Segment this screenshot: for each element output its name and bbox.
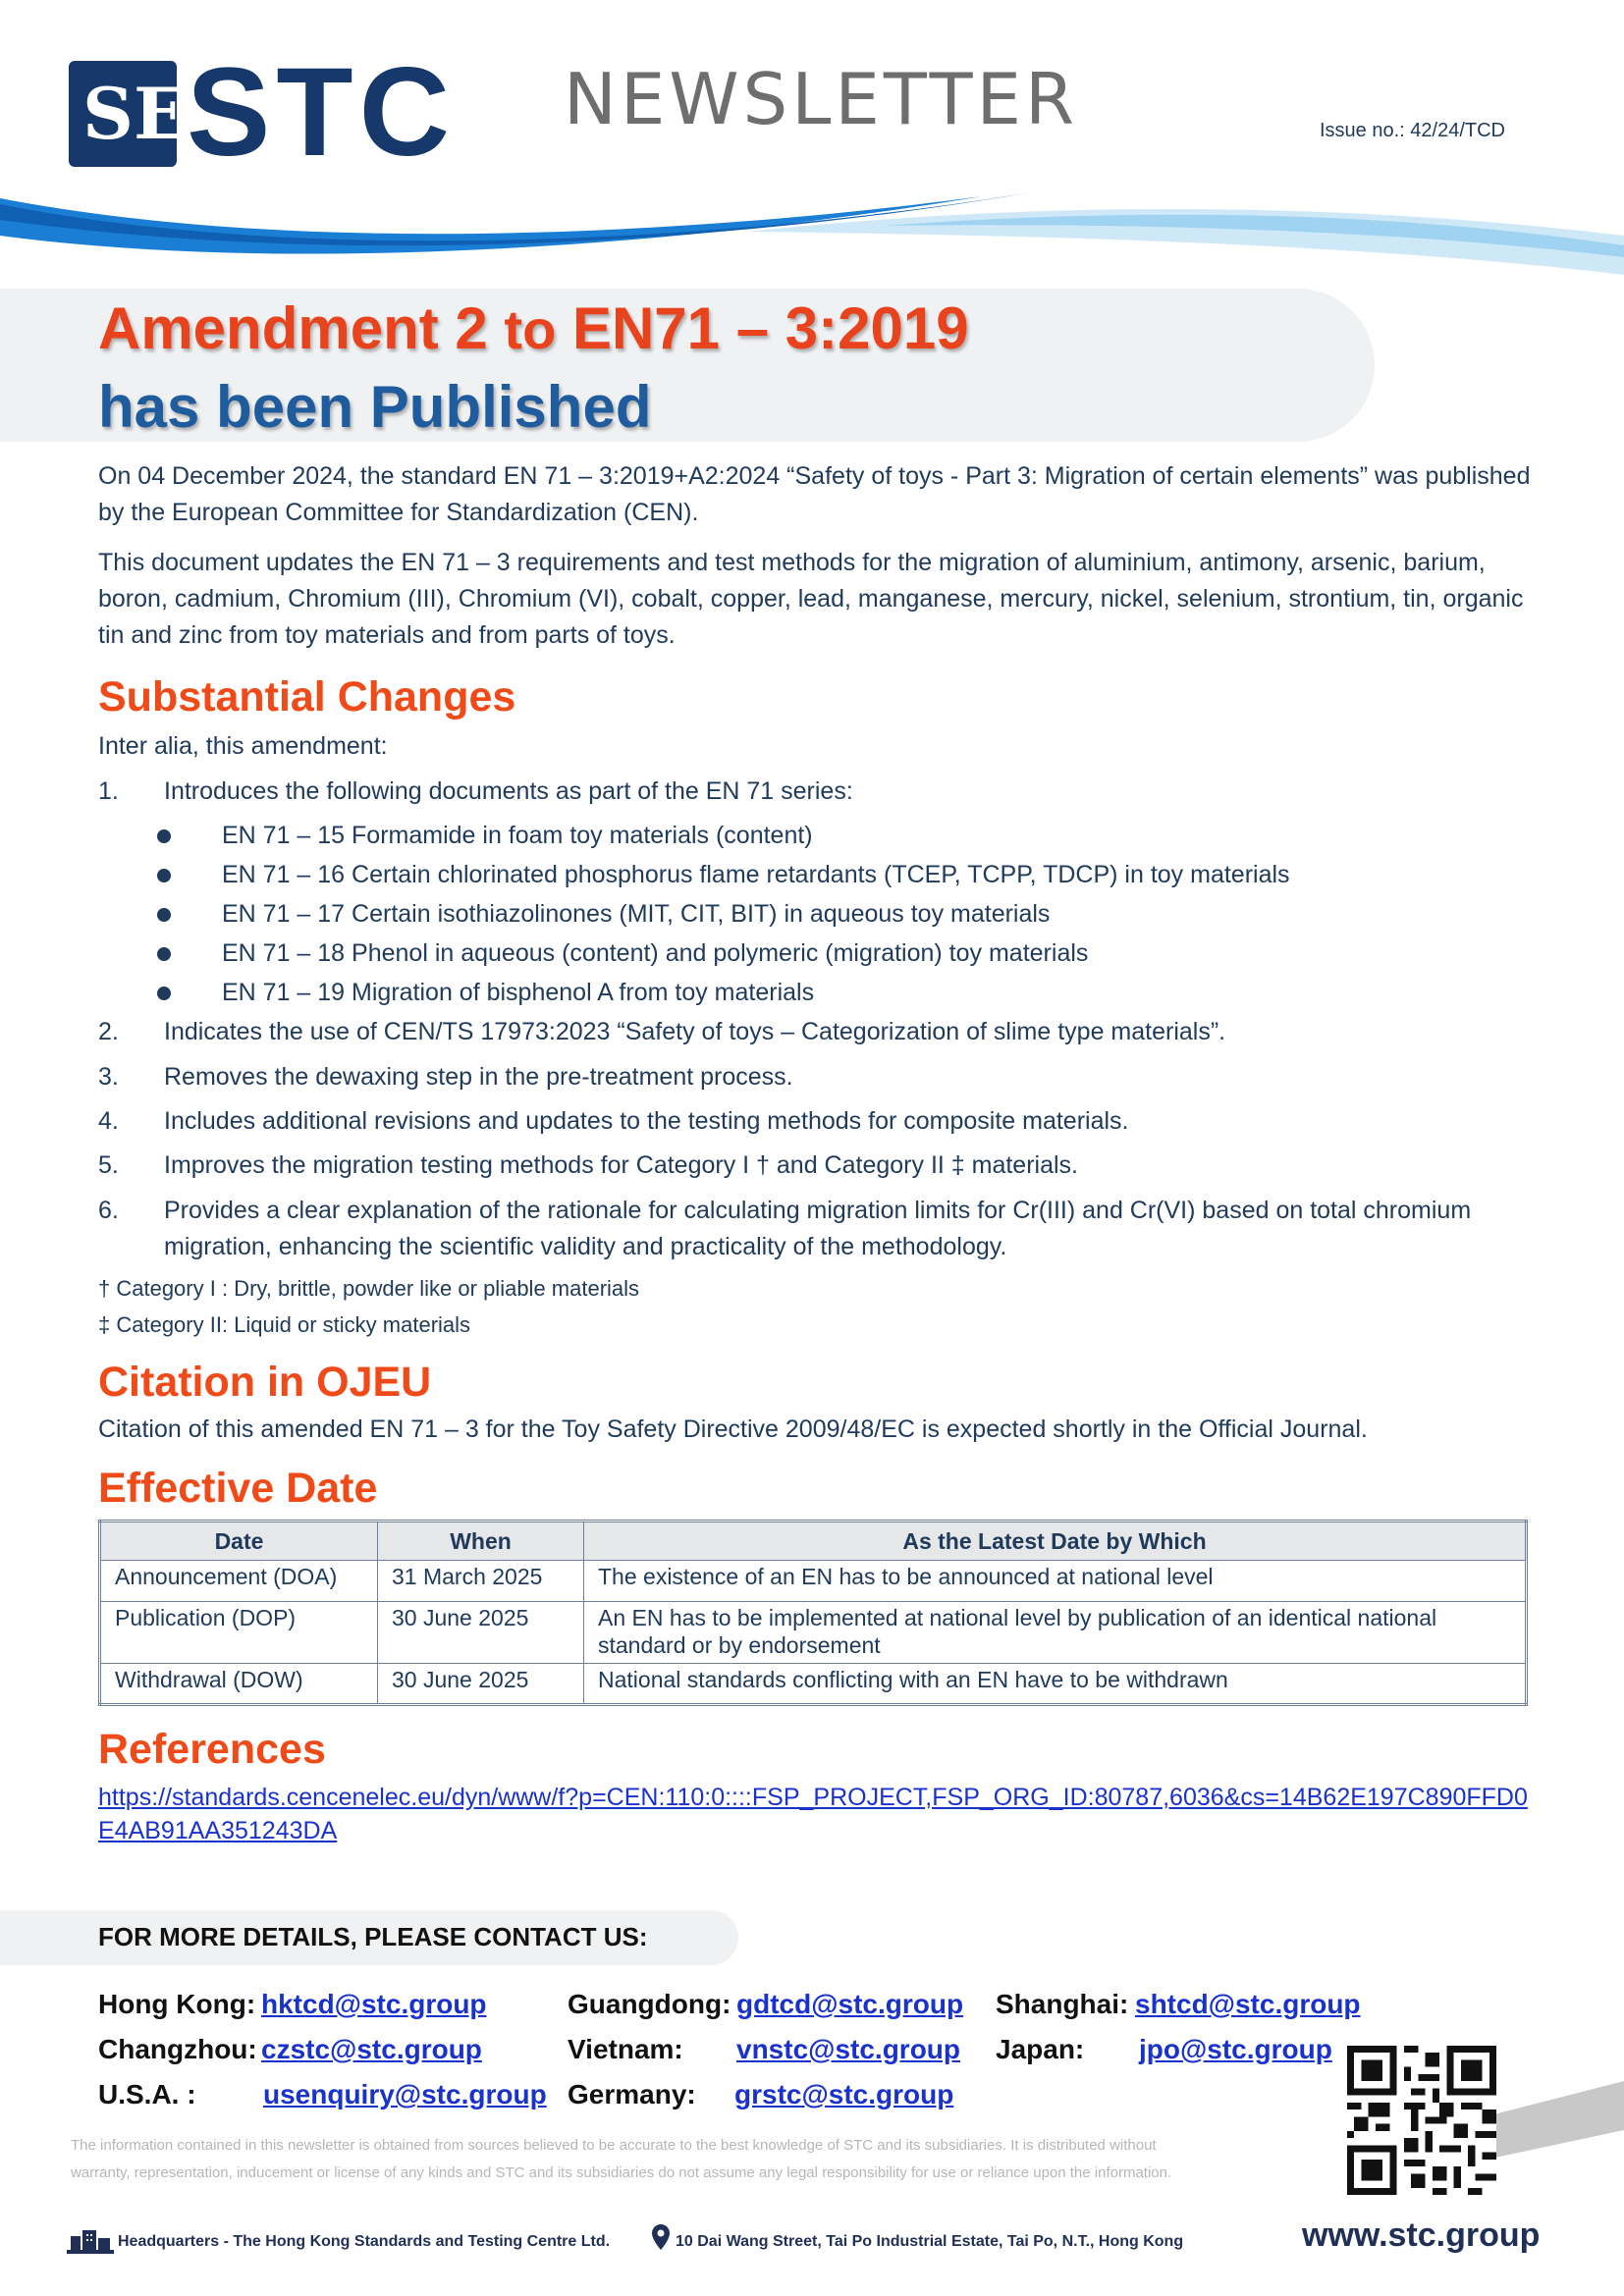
contact-label-germany: Germany: <box>568 2079 696 2109</box>
location-pin-icon <box>652 2224 670 2250</box>
title-part-a: Amendment 2 <box>98 295 488 361</box>
qr-code-icon[interactable] <box>1347 2046 1496 2195</box>
contact-email-japan[interactable]: jpo@stc.group <box>1139 2034 1332 2064</box>
bullet-text: EN 71 – 18 Phenol in aqueous (content) and polymeric (migration) toy materials <box>222 939 1089 967</box>
effective-date-table <box>98 1520 1528 1706</box>
bullet-dot-icon <box>157 947 171 961</box>
table-cell: Announcement (DOA) <box>100 1561 378 1602</box>
list-number: 3. <box>98 1063 119 1091</box>
list-item <box>98 1103 1542 1140</box>
logo-glyph: SE <box>82 72 188 155</box>
table-cell: Publication (DOP) <box>100 1602 378 1664</box>
effective-date-heading: Effective Date <box>98 1465 378 1512</box>
table-row <box>100 1664 1527 1705</box>
contact-email-shanghai[interactable]: shtcd@stc.group <box>1135 1989 1361 2019</box>
bullet-dot-icon <box>157 987 171 1000</box>
intro-paragraph-1: On 04 December 2024, the standard EN 71 – 3:2019+A2:2024 “Safety of toys - Part 3: Migration of certain elements” was published by the European Committee for Standardization (CEN). <box>98 462 1531 526</box>
disclaimer-line-1: The information contained in this newsletter is obtained from sources believed to be accurate to the best knowledge of STC and its subsidiaries. It is distributed without <box>71 2137 1157 2154</box>
list-text: Introduces the following documents as part of the EN 71 series: <box>164 777 853 805</box>
substantial-lead: Inter alia, this amendment: <box>98 732 388 760</box>
table-cell: The existence of an EN has to be announced at national level <box>584 1561 1527 1602</box>
references-heading: References <box>98 1726 326 1773</box>
stc-logo-text: STC <box>187 42 456 183</box>
list-item <box>98 774 1542 810</box>
contact-email-usa[interactable]: usenquiry@stc.group <box>263 2079 547 2109</box>
building-icon <box>67 2226 114 2254</box>
bullet-text: EN 71 – 16 Certain chlorinated phosphorus flame retardants (TCEP, TCPP, TDCP) in toy materials <box>222 861 1290 888</box>
contact-email-vietnam[interactable]: vnstc@stc.group <box>736 2034 961 2064</box>
page-title-line1 <box>98 291 969 368</box>
table-row <box>100 1602 1527 1664</box>
list-text: Indicates the use of CEN/TS 17973:2023 “Safety of toys – Categorization of slime type materials”. <box>164 1018 1226 1045</box>
contact-email-changzhou[interactable]: czstc@stc.group <box>261 2034 482 2064</box>
bullet-text: EN 71 – 15 Formamide in foam toy materials (content) <box>222 822 813 849</box>
issue-number: Issue no.: 42/24/TCD <box>1320 120 1505 141</box>
table-cell: 30 June 2025 <box>378 1664 584 1705</box>
list-number: 4. <box>98 1107 119 1135</box>
contact-label-usa: U.S.A. : <box>98 2079 196 2109</box>
list-item <box>98 1014 1542 1050</box>
contact-label-shanghai: Shanghai: <box>996 1989 1129 2019</box>
contact-label-japan: Japan: <box>996 2034 1085 2064</box>
stc-logo-mark <box>69 61 188 167</box>
disclaimer-line-2: warranty, representation, inducement or license of any kinds and STC and its subsidiaries do not assume any legal responsibility for use or reliance upon the information. <box>71 2164 1172 2181</box>
column-header-date: Date <box>100 1522 378 1561</box>
footer-headquarters: Headquarters - The Hong Kong Standards and Testing Centre Ltd. <box>118 2233 611 2250</box>
category-note-2: ‡ Category II: Liquid or sticky materials <box>98 1312 471 1337</box>
contact-label-changzhou: Changzhou: <box>98 2034 257 2064</box>
substantial-changes-heading: Substantial Changes <box>98 673 516 721</box>
column-header-latest: As the Latest Date by Which <box>584 1522 1527 1561</box>
list-item <box>98 1193 1542 1265</box>
bullet-text: EN 71 – 19 Migration of bisphenol A from toy materials <box>222 979 815 1006</box>
citation-heading: Citation in OJEU <box>98 1359 432 1406</box>
contact-label-guangdong: Guangdong: <box>568 1989 731 2019</box>
list-number: 5. <box>98 1151 119 1179</box>
list-text: Improves the migration testing methods for Category I † and Category II ‡ materials. <box>164 1151 1078 1179</box>
intro-paragraph-2: This document updates the EN 71 – 3 requirements and test methods for the migration of aluminium, antimony, arsenic, barium, boron, cadmium, Chromium (III), Chromium (VI), cobalt, copper, lead, manganese, mercury, nickel, selenium, strontium, tin, organic tin and zinc from toy materials and from parts of toys. <box>98 549 1524 649</box>
list-item <box>98 1148 1542 1184</box>
bullet-dot-icon <box>157 869 171 882</box>
table-header-row <box>100 1522 1527 1561</box>
table-row <box>100 1561 1527 1602</box>
list-number: 2. <box>98 1018 119 1045</box>
footer-address: 10 Dai Wang Street, Tai Po Industrial Estate, Tai Po, N.T., Hong Kong <box>676 2233 1184 2250</box>
header-wave-decoration <box>0 177 1624 285</box>
newsletter-title: NEWSLETTER <box>564 58 1079 140</box>
column-header-when: When <box>378 1522 584 1561</box>
list-text: Includes additional revisions and updates to the testing methods for composite materials. <box>164 1107 1129 1135</box>
list-text: Removes the dewaxing step in the pre-treatment process. <box>164 1063 793 1091</box>
citation-text: Citation of this amended EN 71 – 3 for the Toy Safety Directive 2009/48/EC is expected shortly in the Official Journal. <box>98 1415 1368 1443</box>
contact-email-germany[interactable]: grstc@stc.group <box>734 2079 954 2109</box>
table-cell: 31 March 2025 <box>378 1561 584 1602</box>
title-part-b: EN71 – 3:2019 <box>571 295 969 361</box>
contact-label-hongkong: Hong Kong: <box>98 1989 256 2019</box>
reference-link[interactable]: https://standards.cencenelec.eu/dyn/www/f?p=CEN:110:0::::FSP_PROJECT,FSP_ORG_ID:80787,6036&cs=14B62E197C890FFD0E4AB91AA351243DA <box>98 1784 1528 1844</box>
table-cell: An EN has to be implemented at national level by publication of an identical national standard or by endorsement <box>584 1602 1527 1664</box>
footer-website-link[interactable]: www.stc.group <box>1302 2216 1541 2254</box>
list-number: 6. <box>98 1197 119 1224</box>
title-part-to: to <box>504 298 557 360</box>
list-item <box>98 1059 1542 1095</box>
list-text: Provides a clear explanation of the rationale for calculating migration limits for Cr(III) and Cr(VI) based on total chromium migration, enhancing the scientific validity and practicality of the methodology. <box>164 1197 1472 1260</box>
list-number: 1. <box>98 777 119 805</box>
contact-email-guangdong[interactable]: gdtcd@stc.group <box>736 1989 964 2019</box>
contact-heading: FOR MORE DETAILS, PLEASE CONTACT US: <box>98 1922 648 1951</box>
table-cell: Withdrawal (DOW) <box>100 1664 378 1705</box>
category-note-1: † Category I : Dry, brittle, powder like or pliable materials <box>98 1276 640 1301</box>
page-title-line2: has been Published <box>98 374 652 440</box>
bullet-dot-icon <box>157 829 171 843</box>
contact-email-hongkong[interactable]: hktcd@stc.group <box>261 1989 487 2019</box>
table-cell: National standards conflicting with an EN have to be withdrawn <box>584 1664 1527 1705</box>
bullet-text: EN 71 – 17 Certain isothiazolinones (MIT, CIT, BIT) in aqueous toy materials <box>222 900 1051 928</box>
contact-label-vietnam: Vietnam: <box>568 2034 683 2064</box>
table-cell: 30 June 2025 <box>378 1602 584 1664</box>
bullet-dot-icon <box>157 908 171 922</box>
